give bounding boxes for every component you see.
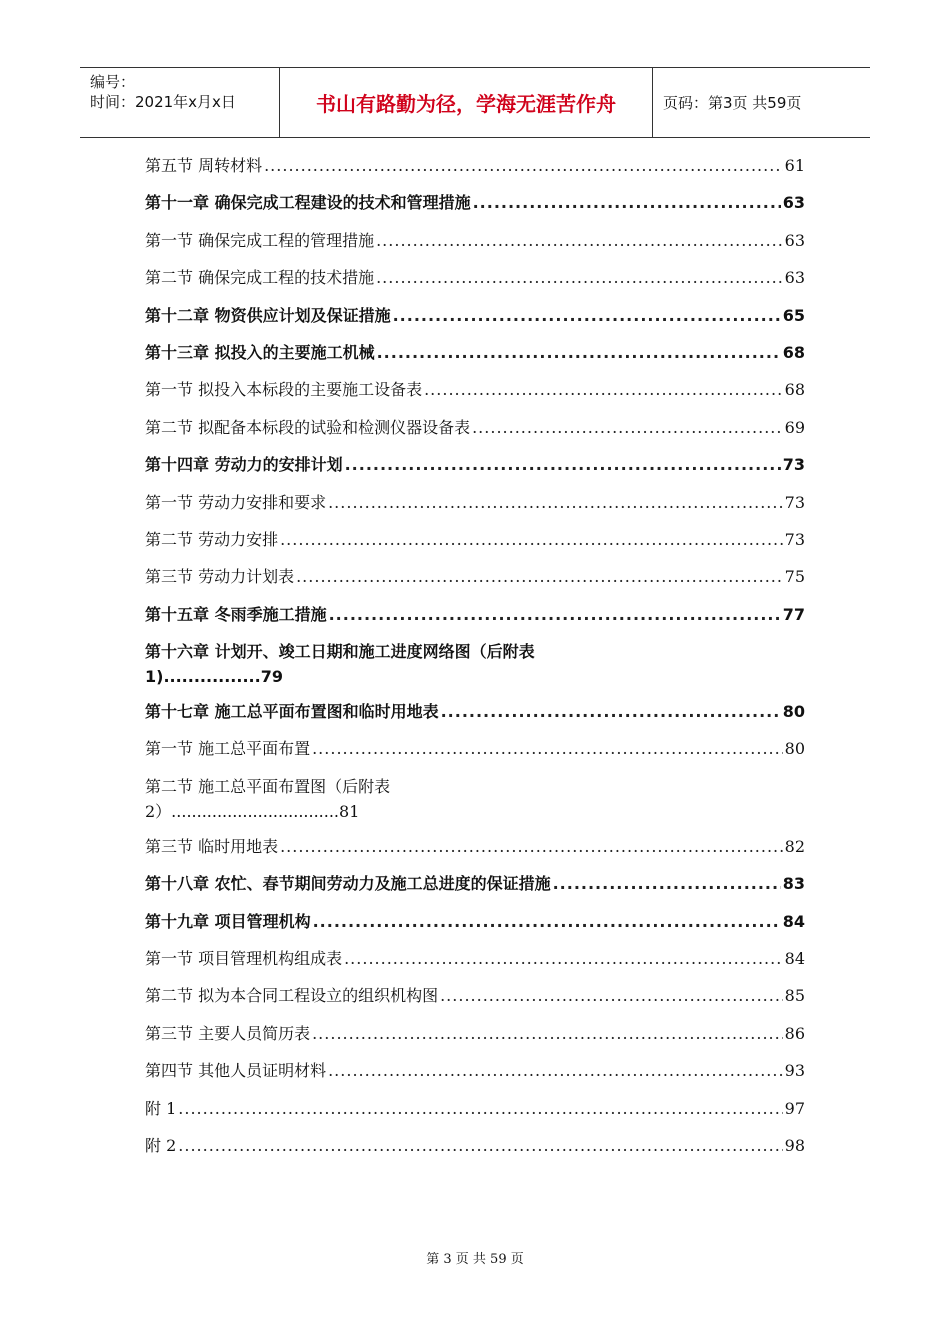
leader-dots: [553, 874, 781, 893]
leader-dots: [280, 837, 783, 856]
leader-dots: [393, 306, 781, 325]
leader-dots: [376, 231, 783, 250]
toc-entry[interactable]: 第二节 确保完成工程的技术措施 ..... 63: [145, 265, 805, 302]
toc-wrapped-title: 第十六章 计划开、竣工日期和施工进度网络图（后附表: [145, 642, 535, 662]
leader-dots: [345, 455, 781, 474]
leader-dots: [472, 418, 783, 437]
leader-dots: [312, 1024, 783, 1043]
leader-dots: [264, 156, 783, 175]
toc-wrapped-title: 第二节 施工总平面布置图（后附表: [145, 776, 391, 796]
header-page-info: 页码：第3页 共59页: [663, 94, 802, 112]
toc-entry[interactable]: 第三节 劳动力计划表 ..... 75: [145, 564, 805, 601]
toc-entry[interactable]: 第一节 劳动力安排和要求 ..... 73: [145, 490, 805, 527]
toc-chapter[interactable]: 第十五章 冬雨季施工措施 ..... 77: [145, 602, 805, 639]
table-of-contents: [145, 153, 805, 1170]
toc-entry-wrapped[interactable]: [145, 774, 805, 824]
toc-chapter[interactable]: 第十四章 劳动力的安排计划 ..... 73: [145, 452, 805, 489]
leader-dots: [296, 567, 783, 586]
leader-dots: [424, 380, 783, 399]
leader-dots: [440, 986, 783, 1005]
toc-entry[interactable]: 第一节 项目管理机构组成表 ..... 84: [145, 946, 805, 983]
page-footer: 第 3 页 共 59 页: [426, 1252, 524, 1267]
toc-entry[interactable]: 第三节 主要人员简历表 ..... 86: [145, 1021, 805, 1058]
leader-dots: [313, 912, 781, 931]
leader-dots: [178, 1136, 782, 1155]
doc-date: 时间：2021年x月x日: [90, 93, 236, 111]
leader-dots: [344, 949, 783, 968]
toc-wrapped-continuation: 2）.................................81: [145, 801, 360, 821]
page-header: [80, 67, 870, 138]
toc-chapter[interactable]: 第十三章 拟投入的主要施工机械 ..... 68: [145, 340, 805, 377]
toc-chapter[interactable]: 第十一章 确保完成工程建设的技术和管理措施 ..... 63: [145, 190, 805, 227]
toc-entry[interactable]: 第一节 拟投入本标段的主要施工设备表 ..... 68: [145, 377, 805, 414]
toc-entry[interactable]: 附 2 ..... 98: [145, 1133, 805, 1170]
toc-entry[interactable]: 第一节 确保完成工程的管理措施 ..... 63: [145, 228, 805, 265]
leader-dots: [312, 739, 783, 758]
toc-chapter[interactable]: 第十七章 施工总平面布置图和临时用地表 ..... 80: [145, 699, 805, 736]
leader-dots: [328, 1061, 783, 1080]
toc-entry[interactable]: 第一节 施工总平面布置 ..... 80: [145, 736, 805, 773]
leader-dots: [377, 343, 781, 362]
leader-dots: [376, 268, 783, 287]
toc-chapter-wrapped[interactable]: [145, 639, 805, 689]
toc-entry[interactable]: 附 1 ..... 97: [145, 1096, 805, 1133]
leader-dots: [329, 605, 781, 624]
toc-entry[interactable]: 第四节 其他人员证明材料 ..... 93: [145, 1058, 805, 1095]
toc-entry[interactable]: 第三节 临时用地表 ..... 82: [145, 834, 805, 871]
leader-dots: [441, 702, 781, 721]
leader-dots: [178, 1099, 782, 1118]
toc-entry[interactable]: 第二节 拟为本合同工程设立的组织机构图 ..... 85: [145, 983, 805, 1020]
leader-dots: [328, 493, 783, 512]
toc-entry[interactable]: 第二节 拟配备本标段的试验和检测仪器设备表 ..... 69: [145, 415, 805, 452]
toc-chapter[interactable]: 第十二章 物资供应计划及保证措施 ..... 65: [145, 303, 805, 340]
leader-dots: [473, 193, 781, 212]
toc-chapter[interactable]: 第十八章 农忙、春节期间劳动力及施工总进度的保证措施 ..... 83: [145, 871, 805, 908]
toc-chapter[interactable]: 第十九章 项目管理机构 ..... 84: [145, 909, 805, 946]
toc-entry[interactable]: 第二节 劳动力安排 ..... 73: [145, 527, 805, 564]
doc-number-label: 编号：: [90, 73, 136, 91]
header-motto-cell: [280, 68, 653, 137]
toc-wrapped-continuation: 1)................79: [145, 667, 283, 687]
header-meta: [80, 68, 280, 137]
header-motto: 书山有路勤为径，学海无涯苦作舟: [316, 92, 616, 116]
toc-entry[interactable]: 第五节 周转材料 ..... 61: [145, 153, 805, 190]
leader-dots: [280, 530, 783, 549]
